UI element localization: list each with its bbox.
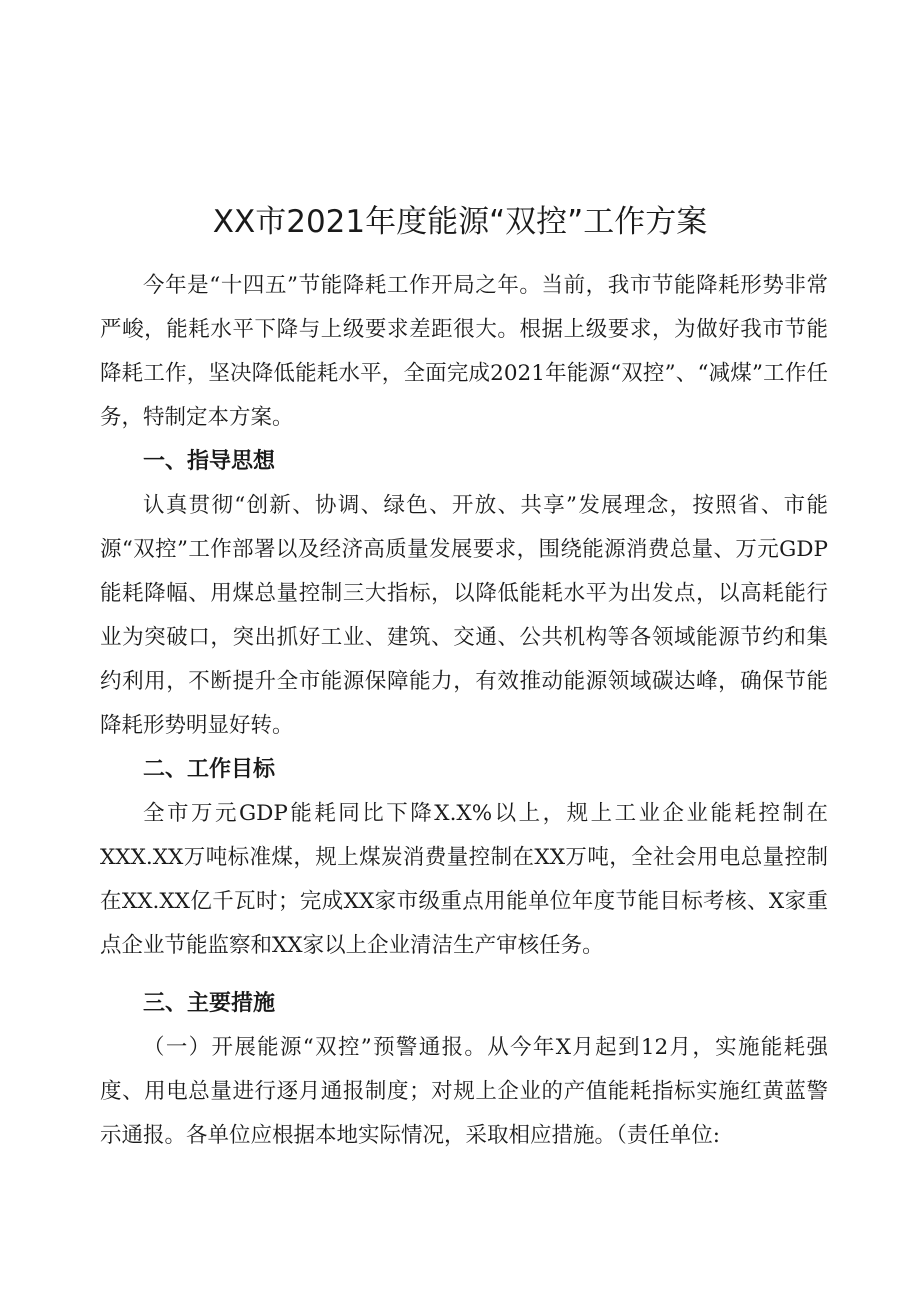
section-paragraph-main-measures: （一）开展能源“双控”预警通报。从今年X月起到12月，实施能耗强度、用电总量进行逐月通报制度；对规上企业的产值能耗指标实施红黄蓝警示通报。各单位应根据本地实际情况，采取相应措施。（责任单位: (100, 1035, 828, 1148)
document-body (100, 264, 828, 1158)
intro-paragraph: 今年是“十四五”节能降耗工作开局之年。当前，我市节能降耗形势非常严峻，能耗水平下降与上级要求差距很大。根据上级要求，为做好我市节能降耗工作，坚决降低能耗水平，全面完成2021年能源“双控”、“减煤”工作任务，特制定本方案。 (100, 273, 828, 430)
section-heading-guiding-thought: 一、指导思想 (143, 449, 276, 474)
document-title: XX市2021年度能源“双控”工作方案 (212, 203, 708, 240)
section-heading-work-goals: 二、工作目标 (143, 757, 276, 782)
section-heading-main-measures: 三、主要措施 (143, 991, 276, 1016)
section-paragraph-work-goals: 全市万元GDP能耗同比下降X.X%以上，规上工业企业能耗控制在XXX.XX万吨标准煤，规上煤炭消费量控制在XX万吨，全社会用电总量控制在XX.XX亿千瓦时；完成XX家市级重点用能单位年度节能目标考核、X家重点企业节能监察和XX家以上企业清洁生产审核任务。 (100, 801, 828, 958)
section-paragraph-guiding-thought: 认真贯彻“创新、协调、绿色、开放、共享”发展理念，按照省、市能源“双控”工作部署以及经济高质量发展要求，围绕能源消费总量、万元GDP能耗降幅、用煤总量控制三大指标，以降低能耗水平为出发点，以高耗能行业为突破口，突出抓好工业、建筑、交通、公共机构等各领域能源节约和集约利用，不断提升全市能源保障能力，有效推动能源领域碳达峰，确保节能降耗形势明显好转。 (100, 493, 828, 738)
